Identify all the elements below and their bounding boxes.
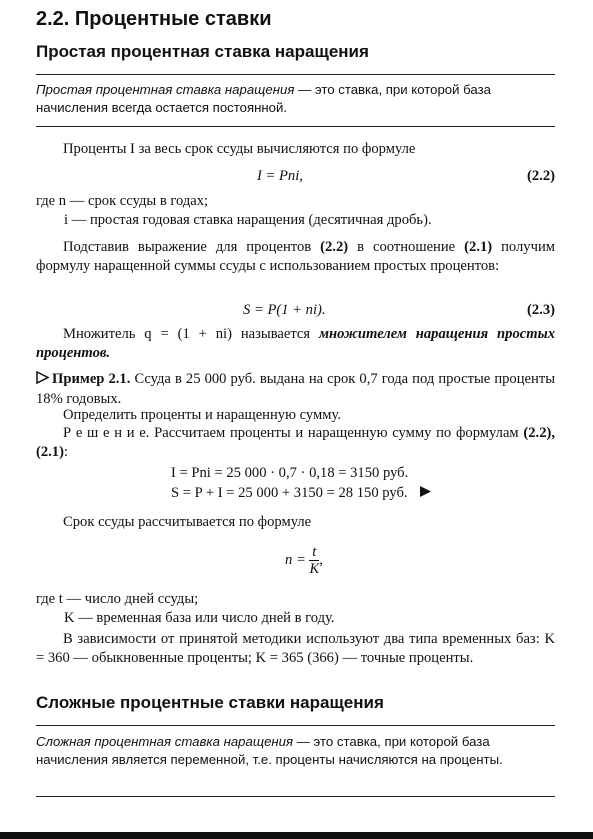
where-item: где t — число дней ссуды; [36,591,199,607]
calc-line-2 [171,485,432,503]
paragraph-interest: Проценты I за весь срок ссуды вычисляются по формуле [63,141,416,157]
subsection-title-simple: Простая процентная ставка наращения [36,42,369,61]
term: множителем наращения простых процентов. [36,326,555,361]
solution-label: Р е ш е н и е. [63,425,150,441]
calc-line-2-text: S = P + I = 25 000 + 3150 = 28 150 руб. [171,485,408,501]
formula-n-lhs: n = [285,551,306,568]
definition-text: — это ставка, при которой база начисления всегда остается постоянной. [36,82,491,115]
end-of-example-icon [419,485,432,503]
where-item: где n — срок ссуды в годах; [36,193,209,209]
ref: (2.2), (2.1) [36,425,556,460]
text: получим формулу наращенной суммы ссуды с использованием простых процентов: [36,239,555,274]
where-item: K — временная база или число дней в году. [64,609,335,626]
formula-2-3-expr: S = P(1 + ni). [243,302,326,318]
formula-n [285,544,323,577]
definition-term: Сложная процентная ставка наращения [36,734,294,749]
paragraph-multiplier [36,325,555,362]
fraction [309,544,319,577]
definition-text: — это ставка, при которой база начисления является переменной, т.е. проценты начисляются на проценты. [36,734,503,767]
rule-bottom-2 [36,796,555,797]
paragraph-bases: В зависимости от принятой методики используют два типа временных баз: K = 360 — обыкновенные проценты; K = 365 (366) — точные проценты. [36,631,555,666]
ref: (2.1) [464,239,493,255]
subsection-title-compound: Сложные процентные ставки наращения [36,693,384,712]
triangle-outline-icon [36,371,52,390]
text: Рассчитаем проценты и наращенную сумму по формулам [149,425,524,441]
where-item: i — простая годовая ставка наращения (десятичная дробь). [64,211,432,228]
rule-top-2 [36,725,555,726]
definition-simple [36,81,555,117]
example-label: Пример 2.1. [52,371,131,387]
fraction-numerator: t [312,544,317,560]
calc-line-1: I = Pni = 25 000 · 0,7 · 0,18 = 3150 руб. [171,465,409,481]
where-list-1 [36,192,555,229]
ref: (2.2) [320,239,349,255]
formula-2-3 [243,302,326,319]
paragraph-substitution [36,238,555,275]
rule-top-1 [36,74,555,75]
formula-number-2-3: (2.3) [527,302,555,318]
text: Множитель q = (1 + ni) называется [63,326,319,342]
rule-bottom-1 [36,126,555,127]
example-text: Ссуда в 25 000 руб. выдана на срок 0,7 года под простые проценты 18% годовых. [36,371,555,407]
text: в соотношение [348,239,465,255]
section-title: 2.2. Процентные ставки [36,8,272,30]
solution-paragraph [36,424,555,461]
formula-2-2 [257,168,303,185]
example-task: Определить проценты и наращенную сумму. [63,407,341,423]
definition-term: Простая процентная ставка наращения [36,82,295,97]
example-block [36,370,555,408]
text: Подставив выражение для процентов [63,239,321,255]
definition-compound [36,733,555,769]
page-bottom-border [0,832,593,839]
formula-n-tail: , [319,551,323,568]
formula-number-2-2: (2.2) [527,168,555,184]
formula-2-2-expr: I = Pni, [257,168,303,184]
text: : [63,443,69,460]
fraction-denominator: K [309,561,320,577]
where-list-2 [36,590,555,627]
paragraph-term: Срок ссуды рассчитывается по формуле [63,514,312,530]
